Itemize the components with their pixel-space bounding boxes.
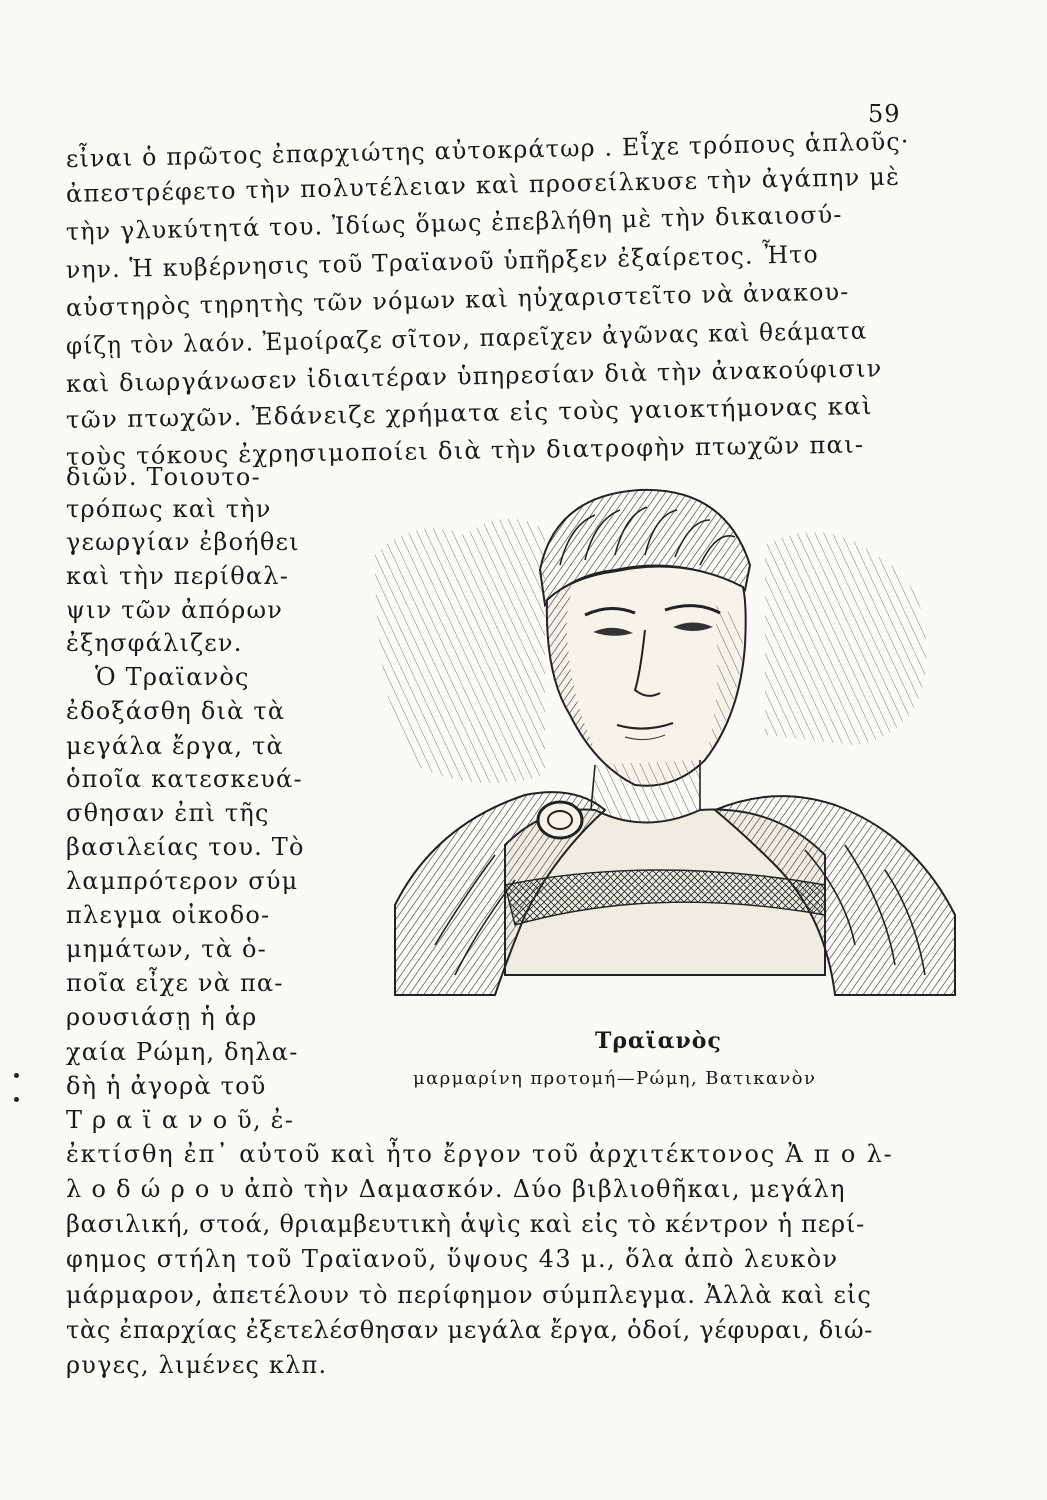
text-line: λαμπρότερον σύμ	[66, 867, 299, 895]
text-line: μημάτων, τὰ ὁ-	[66, 935, 267, 963]
text-line: σθησαν ἐπὶ τῆς	[66, 799, 270, 827]
text-line: πλεγμα οἰκοδο-	[66, 901, 271, 929]
text-line: μάρμαρον, ἀπετέλουν τὸ περίφημον σύμπλεγμα. Ἀλλὰ καὶ εἰς	[66, 1281, 872, 1309]
text-line: τὴν γλυκύτητά του. Ἰδίως ὅμως ἐπεβλήθη μὲ τὴν δικαιοσύ-	[65, 200, 843, 246]
text-line: λ ο δ ώ ρ ο υ ἀπὸ τὴν Δαμασκόν. Δύο βιβλιοθῆκαι, μεγάλη	[66, 1175, 846, 1203]
text-line: ἐκτίσθη ἐπ᾽ αὐτοῦ καὶ ἦτο ἔργον τοῦ ἀρχιτέκτονος Ἀ π ο λ-	[66, 1140, 894, 1168]
text-line: αὐστηρὸς τηρητὴς τῶν νόμων καὶ ηὐχαριστεῖτο νὰ ἀνακου-	[65, 277, 850, 322]
text-line: τρόπως καὶ τὴν	[66, 495, 272, 523]
text-line: νην. Ἡ κυβέρνησις τοῦ Τραϊανοῦ ὑπῆρξεν ἐξαίρετος. Ἦτο	[65, 240, 820, 284]
text-line: Ὁ Τραϊανὸς	[95, 663, 250, 691]
text-line: τοὺς τόκους ἐχρησιμοποίει διὰ τὴν διατροφὴν πτωχῶν παι-	[65, 430, 865, 471]
text-line: φημος στήλη τοῦ Τραϊανοῦ, ὕψους 43 μ., ὅλα ἀπὸ λευκὸν	[66, 1245, 839, 1273]
text-line: ποῖα εἶχε νὰ πα-	[66, 969, 284, 997]
text-line: ἐξησφάλιζεν.	[66, 629, 243, 657]
text-line: δὴ ἡ ἀγορὰ τοῦ	[66, 1072, 267, 1100]
text-line: φίζῃ τὸν λαόν. Ἐμοίραζε σῖτον, παρεῖχεν ἀγῶνας καὶ θεάματα	[65, 316, 868, 360]
text-line: γεωργίαν ἐβοήθει	[66, 528, 300, 556]
text-line: καὶ διωργάνωσεν ἰδιαιτέραν ὑπηρεσίαν διὰ τὴν ἀνακούφισιν	[65, 354, 883, 398]
margin-dot	[14, 1097, 19, 1102]
text-line: ρουσιάσῃ ἡ ἀρ	[66, 1003, 258, 1031]
text-line: ἀπεστρέφετο τὴν πολυτέλειαν καὶ προσείλκυσε τὴν ἀγάπην μὲ	[65, 162, 901, 208]
text-line: ρυγες, λιμένες κλπ.	[66, 1351, 328, 1379]
text-line: τὰς ἐπαρχίας ἐξετελέσθησαν μεγάλα ἔργα, ὁδοί, γέφυραι, διώ-	[66, 1316, 874, 1344]
text-line: διῶν. Τοιουτο-	[66, 463, 261, 491]
portrait-bust-illustration	[355, 475, 965, 1000]
text-line: ὁποῖα κατεσκευά-	[66, 765, 303, 793]
text-line: Τ ρ α ϊ α ν ο ῦ, ἐ-	[66, 1106, 295, 1134]
figure-caption-title: Τραϊανὸς	[595, 1028, 722, 1054]
page-number: 59	[868, 100, 901, 128]
text-line: χαία Ρώμη, δηλα-	[66, 1038, 299, 1066]
margin-dot	[14, 1073, 19, 1078]
text-line: εἶναι ὁ πρῶτος ἐπαρχιώτης αὐτοκράτωρ . Εἶχε τρόπους ἁπλοῦς·	[65, 127, 910, 173]
figure-caption-subtitle: μαρμαρίνη προτομή—Ρώμη, Βατικανὸν	[413, 1068, 817, 1089]
text-line: βασιλική, στοά, θριαμβευτικὴ ἁψὶς καὶ εἰς τὸ κέντρον ἡ περί-	[66, 1210, 866, 1238]
text-line: μεγάλα ἔργα, τὰ	[66, 732, 284, 760]
text-line: βασιλείας του. Τὸ	[66, 833, 305, 861]
text-line: ψιν τῶν ἀπόρων	[66, 596, 284, 624]
text-line: καὶ τὴν περίθαλ-	[66, 562, 290, 590]
text-line: ἐδοξάσθη διὰ τὰ	[66, 697, 286, 725]
text-line: τῶν πτωχῶν. Ἐδάνειζε χρήματα εἰς τοὺς γαιοκτήμονας καὶ	[65, 391, 873, 434]
